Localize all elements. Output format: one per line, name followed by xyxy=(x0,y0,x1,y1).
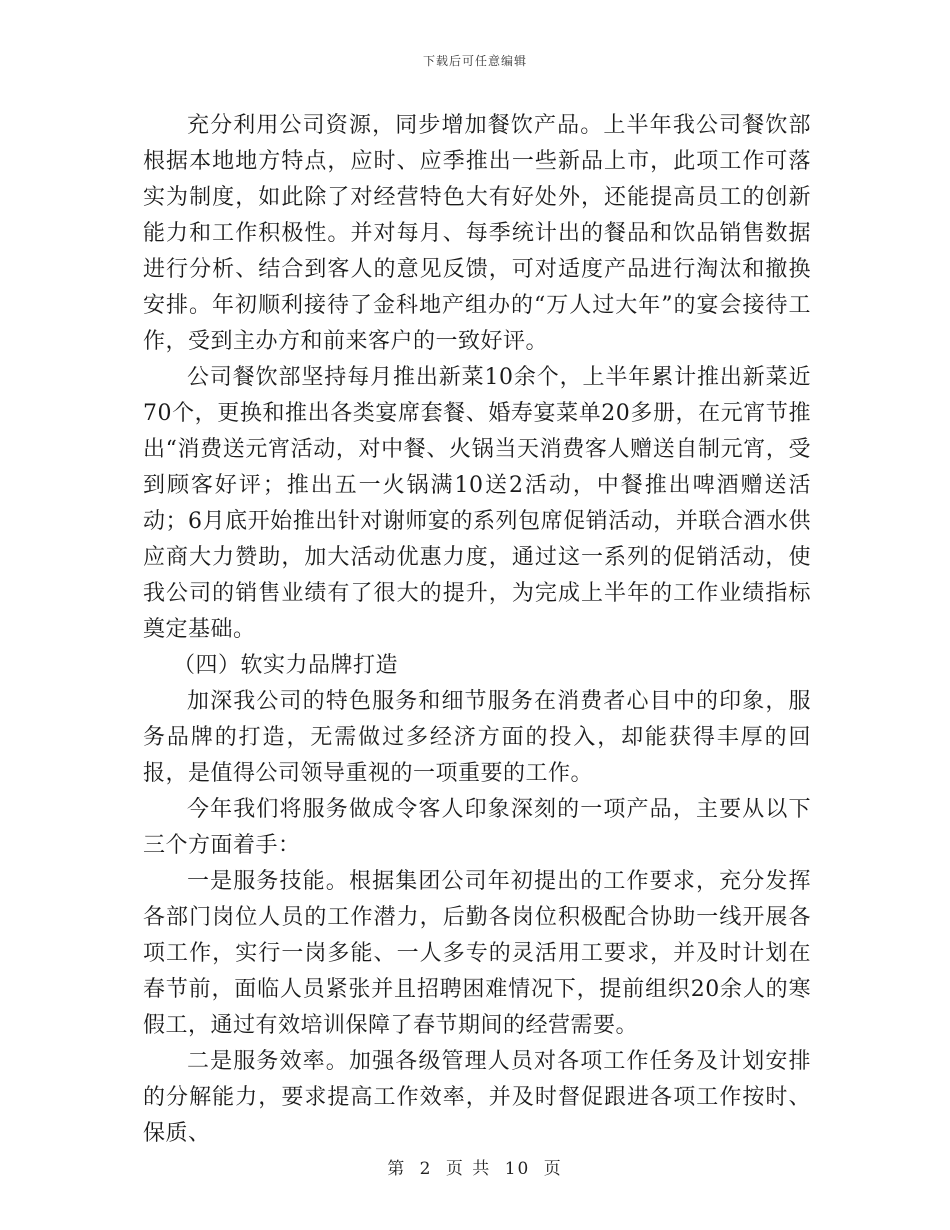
paragraph-three-aspects: 今年我们将服务做成令客人印象深刻的一项产品，主要从以下三个方面着手： xyxy=(143,797,811,858)
paragraph-catering-products: 充分利用公司资源，同步增加餐饮产品。上半年我公司餐饮部根据本地地方特点，应时、应季推出一些新品上市，此项工作可落实为制度，如此除了对经营特色大有好处外，还能提高员工的创新能力和工作积极性。并对每月、每季统计出的餐品和饮品销售数据进行分析、结合到客人的意见反馈，可对适度产品进行淘汰和撤换安排。年初顺利接待了金科地产组办的“万人过大年”的宴会接待工作，受到主办方和前来客户的一致好评。 xyxy=(143,113,811,354)
document-body xyxy=(143,108,811,1152)
footer-suffix: 页 xyxy=(543,1159,563,1179)
footer-mid: 页 共 xyxy=(445,1159,492,1179)
paragraph-service-skills: 一是服务技能。根据集团公司年初提出的工作要求，充分发挥各部门岗位人员的工作潜力，后勤各岗位积极配合协助一线开展各项工作，实行一岗多能、一人多专的灵活用工要求，并及时计划在春节前，面临人员紧张并且招聘困难情况下，提前组织20余人的寒假工，通过有效培训保障了春节期间的经营需要。 xyxy=(143,869,811,1038)
page-footer xyxy=(0,1154,950,1179)
section-heading-brand: （四）软实力品牌打造 xyxy=(173,653,399,678)
paragraph-service-efficiency: 二是服务效率。加强各级管理人员对各项工作任务及计划安排的分解能力，要求提高工作效率，并及时督促跟进各项工作按时、保质、 xyxy=(143,1049,811,1146)
footer-current-page: 2 xyxy=(419,1159,433,1179)
footer-total-pages: 10 xyxy=(504,1159,531,1179)
paragraph-brand-impression: 加深我公司的特色服务和细节服务在消费者心目中的印象，服务品牌的打造，无需做过多经济方面的投入，却能获得丰厚的回报，是值得公司领导重视的一项重要的工作。 xyxy=(143,689,811,786)
page-header-note: 下载后可任意编辑 xyxy=(422,54,527,68)
paragraph-new-dishes: 公司餐饮部坚持每月推出新菜10余个，上半年累计推出新菜近70个，更换和推出各类宴席套餐、婚寿宴菜单20多册，在元宵节推出“消费送元宵活动，对中餐、火锅当天消费客人赠送自制元宵，受到顾客好评；推出五一火锅满10送2活动，中餐推出啤酒赠送活动；6月底开始推出针对谢师宴的系列包席促销活动，并联合酒水供应商大力赞助，加大活动优惠力度，通过这一系列的促销活动，使我公司的销售业绩有了很大的提升，为完成上半年的工作业绩指标奠定基础。 xyxy=(143,365,811,642)
footer-prefix: 第 xyxy=(387,1159,407,1179)
